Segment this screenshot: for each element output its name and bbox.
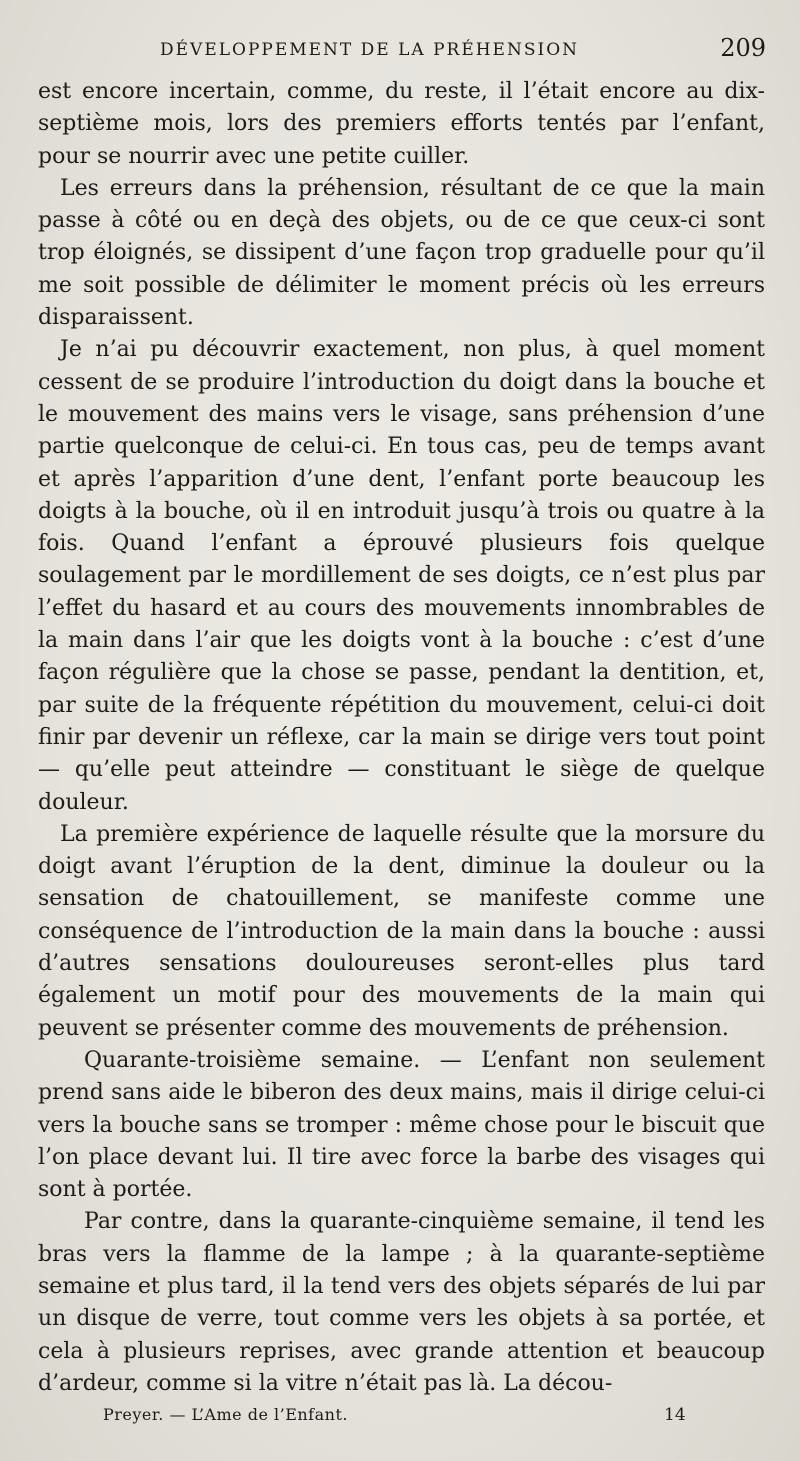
footer-signature: Preyer. — L’Ame de l’Enfant. <box>103 1405 348 1424</box>
paragraph-finger-in-mouth: Je n’ai pu découvrir exactement, non plus, à quel moment cessent de se produire l’introduction du doigt dans la bouche et le mouvement des mains vers le visage, sans préhension d’une partie quelconque de celui-ci. En tous cas, peu de temps avant et après l’apparition d’une dent, l’enfant porte beaucoup les doigts à la bouche, où il en introduit jusqu’à trois ou quatre à la fois. Quand l’enfant a éprouvé plusieurs fois quelque soulagement par le mordillement de ses doigts, ce n’est plus par l’effet du hasard et au cours des mouvements innombrables de la main dans l’air que les doigts vont à la bouche : c’est d’une façon régulière que la chose se passe, pendant la dentition, et, par suite de la fréquente répétition du mouvement, celui-ci doit finir par devenir un réflexe, car la main se dirige vers tout point — qu’elle peut atteindre — constituant le siège de quelque douleur. <box>38 337 765 815</box>
sheet-number: 14 <box>664 1405 686 1425</box>
body-text <box>38 76 765 1400</box>
paragraph-continuation: est encore incertain, comme, du reste, il l’était encore au dix-septième mois, lors des premiers efforts tentés par l’enfant, pour se nourrir avec une petite cuiller. <box>38 79 765 169</box>
paragraph-forty-fifth-week: Par contre, dans la quarante-cinquième semaine, il tend les bras vers la flamme de la lampe ; à la quarante-septième semaine et plus tard, il la tend vers des objets séparés de lui par un disque de verre, tout comme vers les objets à sa portée, et cela à plusieurs reprises, avec grande attention et beaucoup d’ardeur, comme si la vitre n’était pas là. La décou- <box>38 1209 765 1396</box>
page-footer <box>0 1405 800 1435</box>
running-title: DÉVELOPPEMENT DE LA PRÉHENSION <box>160 40 580 60</box>
page-number: 209 <box>720 34 766 62</box>
paragraph-forty-third-week: Quarante-troisième semaine. — L’enfant non seulement prend sans aide le biberon des deux mains, mais il dirige celui-ci vers la bouche sans se tromper : même chose pour le biscuit que l’on place devant lui. Il tire avec force la barbe des visages qui sont à portée. <box>38 1047 765 1203</box>
paragraph-first-experience: La première expérience de laquelle résulte que la morsure du doigt avant l’éruption de la dent, diminue la douleur ou la sensation de chatouillement, se manifeste comme une conséquence de l’introduction de la main dans la bouche : aussi d’autres sensations douloureuses seront-elles plus tard également un motif pour des mouvements de la main qui peuvent se présenter comme des mouvements de préhension. <box>38 821 765 1041</box>
paragraph-prehension-errors: Les erreurs dans la préhension, résultant de ce que la main passe à côté ou en deçà des objets, ou de ce que ceux-ci sont trop éloignés, se dissipent d’une façon trop graduelle pour qu’il me soit possible de délimiter le moment précis où les erreurs disparaissent. <box>38 175 765 331</box>
page-header <box>0 34 800 74</box>
